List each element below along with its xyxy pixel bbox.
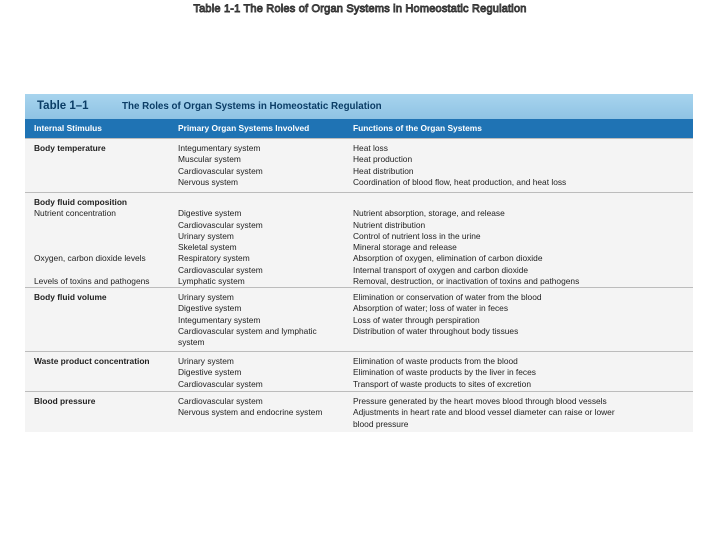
cell-line: Nutrient distribution xyxy=(353,219,426,230)
stimulus-cell xyxy=(34,197,172,287)
cell-line: Elimination of waste products from the blood xyxy=(353,356,518,366)
stimulus-cell xyxy=(34,292,172,303)
cell-line: Integumentary system xyxy=(178,314,261,325)
cell-line: Digestive system xyxy=(178,303,242,314)
cell-line: Heat distribution xyxy=(353,165,414,176)
cell-line: Nutrient concentration xyxy=(34,208,116,219)
cell-line: Distribution of water throughout body tissues xyxy=(353,325,519,336)
cell-line: Integumentary system xyxy=(178,143,261,153)
cell-line: Body fluid volume xyxy=(34,292,107,302)
cell-line: Heat production xyxy=(353,154,413,165)
cell-line: Mineral storage and release xyxy=(353,242,457,253)
cell-line: Cardiovascular system and lymphatic xyxy=(178,325,317,336)
stimulus-cell xyxy=(34,356,172,367)
systems-cell xyxy=(178,292,348,348)
cell-line: Absorption of water; loss of water in feces xyxy=(353,303,509,314)
cell-line: Digestive system xyxy=(178,208,242,219)
systems-cell xyxy=(178,197,348,287)
cell-line: Removal, destruction, or inactivation of toxins and pathogens xyxy=(353,276,580,287)
table-title: The Roles of Organ Systems in Homeostatic Regulation xyxy=(122,100,382,112)
systems-cell xyxy=(178,143,348,188)
cell-line: Body temperature xyxy=(34,143,106,153)
cell-line: Urinary system xyxy=(178,292,234,302)
cell-line: Absorption of oxygen, elimination of carbon dioxide xyxy=(353,253,543,264)
cell-line: Respiratory system xyxy=(178,253,250,264)
cell-line: Pressure generated by the heart moves blood through blood vessels xyxy=(353,396,607,406)
cell-line: Cardiovascular system xyxy=(178,378,263,389)
cell-line: Urinary system xyxy=(178,230,234,241)
table-banner xyxy=(25,94,693,119)
cell-line: Lymphatic system xyxy=(178,276,245,287)
functions-cell xyxy=(353,356,689,390)
cell-line: Waste product concentration xyxy=(34,356,150,366)
cell-line: Skeletal system xyxy=(178,242,237,253)
cell-line: Oxygen, carbon dioxide levels xyxy=(34,253,146,264)
cell-line: Elimination of waste products by the liver in feces xyxy=(353,367,536,378)
cell-line: Cardiovascular system xyxy=(178,219,263,230)
header-internal-stimulus: Internal Stimulus xyxy=(34,122,102,133)
systems-cell xyxy=(178,356,348,390)
table-row xyxy=(25,391,693,429)
functions-cell xyxy=(353,292,689,337)
table-row xyxy=(25,287,693,348)
table-number: Table 1–1 xyxy=(37,99,89,112)
cell-line: system xyxy=(178,337,205,348)
stimulus-cell xyxy=(34,143,172,154)
table-header-row xyxy=(25,119,693,138)
functions-cell xyxy=(353,396,689,430)
cell-line: Loss of water through perspiration xyxy=(353,314,480,325)
cell-line xyxy=(34,231,172,242)
cell-line: Transport of waste products to sites of excretion xyxy=(353,378,531,389)
cell-line xyxy=(34,242,172,253)
cell-line: Cardiovascular system xyxy=(178,396,263,406)
cell-line: Cardiovascular system xyxy=(178,165,263,176)
cell-line: Muscular system xyxy=(178,154,241,165)
cell-line xyxy=(353,197,689,208)
cell-line: Elimination or conservation of water from the blood xyxy=(353,292,542,302)
slide-title: Table 1-1 The Roles of Organ Systems in Homeostatic Regulation xyxy=(193,3,527,15)
systems-cell xyxy=(178,396,348,419)
cell-line xyxy=(34,220,172,231)
stimulus-cell xyxy=(34,396,172,407)
cell-line: Internal transport of oxygen and carbon dioxide xyxy=(353,264,529,275)
cell-line: Blood pressure xyxy=(34,396,96,406)
cell-line: Cardiovascular system xyxy=(178,264,263,275)
cell-line: Nutrient absorption, storage, and release xyxy=(353,208,505,219)
cell-line: Control of nutrient loss in the urine xyxy=(353,230,481,241)
functions-cell xyxy=(353,197,689,287)
cell-line: Body fluid composition xyxy=(34,197,128,207)
cell-line xyxy=(34,265,172,276)
table-row xyxy=(25,351,693,389)
functions-cell xyxy=(353,143,689,188)
table-row xyxy=(25,192,693,287)
table-row xyxy=(25,138,693,187)
cell-line: Urinary system xyxy=(178,356,234,366)
organ-systems-table xyxy=(25,94,693,432)
cell-line: blood pressure xyxy=(353,418,409,429)
header-organ-systems: Primary Organ Systems Involved xyxy=(178,122,310,133)
cell-line: Coordination of blood flow, heat production, and heat loss xyxy=(353,176,567,187)
cell-line: Heat loss xyxy=(353,143,388,153)
cell-line: Adjustments in heart rate and blood vessel diameter can raise or lower xyxy=(353,407,615,418)
cell-line: Nervous system and endocrine system xyxy=(178,407,323,418)
cell-line: Levels of toxins and pathogens xyxy=(34,276,150,287)
cell-line xyxy=(178,197,348,208)
cell-line: Nervous system xyxy=(178,176,239,187)
cell-line: Digestive system xyxy=(178,367,242,378)
header-functions: Functions of the Organ Systems xyxy=(353,122,482,133)
